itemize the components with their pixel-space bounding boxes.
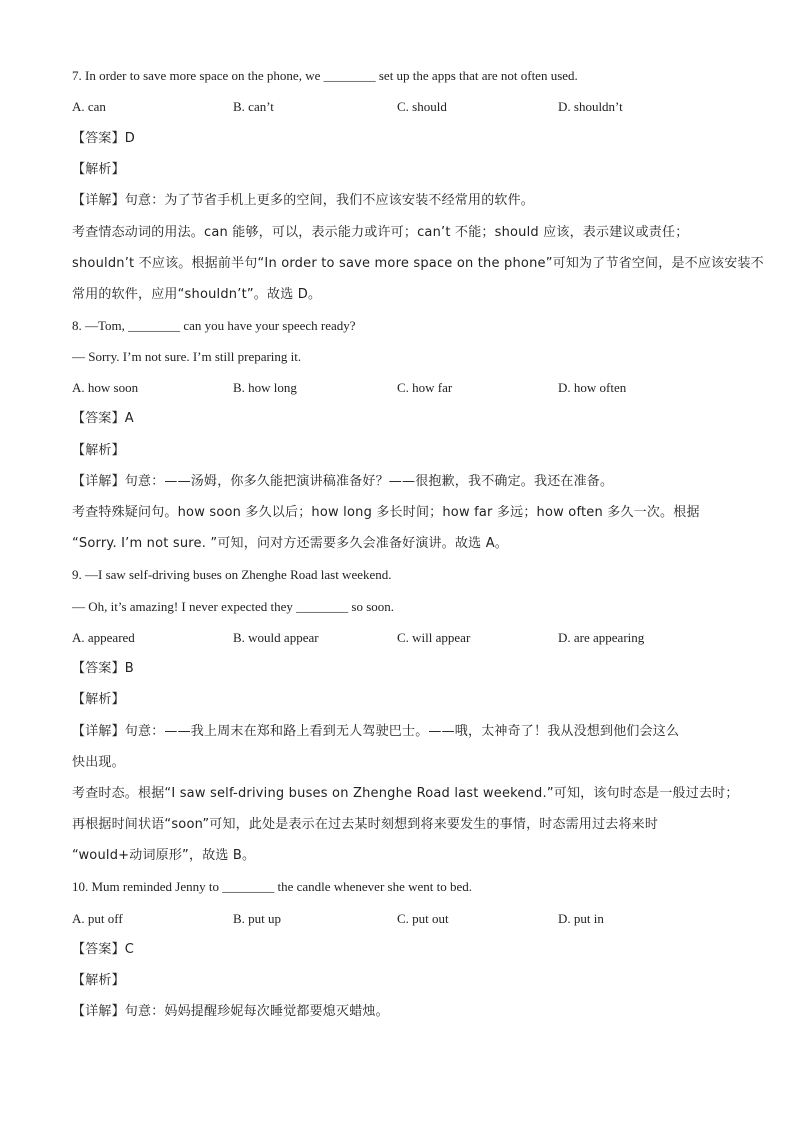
option-a: A. appeared: [72, 630, 135, 645]
answer-label: 【答案】C: [72, 942, 135, 957]
answer-label: 【答案】D: [72, 131, 136, 146]
option-c: C. should: [397, 99, 447, 114]
explanation-line: 再根据时间状语“soon”可知，此处是表示在过去某时刻想到将来要发生的事情，时态需用过去将来时: [72, 817, 659, 832]
question-8-stem: 8. —Tom, ________ can you have your speech ready?: [72, 318, 356, 333]
question-7-options: [72, 99, 732, 115]
question-9-reply: — Oh, it’s amazing! I never expected they ________ so soon.: [72, 599, 395, 614]
explanation-line: 常用的软件，应用“shouldn’t”。故选 D。: [72, 287, 322, 302]
answer-label: 【答案】A: [72, 411, 134, 426]
detail-translation: 【详解】句意：——我上周末在郑和路上看到无人驾驶巴士。——哦，太神奇了！我从没想到他们会这么: [72, 724, 680, 739]
question-10-options: [72, 911, 732, 927]
option-b: B. would appear: [233, 630, 319, 645]
option-d: D. are appearing: [558, 630, 645, 645]
option-b: B. can’t: [233, 99, 274, 114]
explanation-line: shouldn’t 不应该。根据前半句“In order to save more space on the phone”可知为了节省空间，是不应该安装不: [72, 256, 764, 271]
option-b: B. put up: [233, 911, 282, 926]
option-a: A. how soon: [72, 380, 139, 395]
question-9-options: [72, 630, 732, 646]
option-a: A. put off: [72, 911, 123, 926]
question-10-stem: 10. Mum reminded Jenny to ________ the candle whenever she went to bed.: [72, 879, 473, 894]
detail-translation: 快出现。: [72, 755, 125, 770]
detail-translation: 【详解】句意：为了节省手机上更多的空间，我们不应该安装不经常用的软件。: [72, 193, 535, 208]
question-8-reply: — Sorry. I’m not sure. I’m still preparing it.: [72, 349, 302, 364]
option-a: A. can: [72, 99, 106, 114]
analysis-heading: 【解析】: [72, 443, 125, 458]
explanation-line: “Sorry. I’m not sure. ”可知，问对方还需要多久会准备好演讲。故选 A。: [72, 536, 508, 551]
detail-translation: 【详解】句意：妈妈提醒珍妮每次睡觉都要熄灭蜡烛。: [72, 1004, 389, 1019]
answer-label: 【答案】B: [72, 661, 134, 676]
question-7-stem: 7. In order to save more space on the phone, we ________ set up the apps that are not often used.: [72, 68, 578, 83]
option-c: C. put out: [397, 911, 449, 926]
option-d: D. put in: [558, 911, 604, 926]
detail-translation: 【详解】句意：——汤姆，你多久能把演讲稿准备好？——很抱歉，我不确定。我还在准备。: [72, 474, 614, 489]
explanation-line: 考查特殊疑问句。how soon 多久以后；how long 多长时间；how far 多远；how often 多久一次。根据: [72, 505, 700, 520]
question-8-options: [72, 380, 732, 396]
analysis-heading: 【解析】: [72, 162, 125, 177]
option-c: C. how far: [397, 380, 453, 395]
option-c: C. will appear: [397, 630, 471, 645]
option-d: D. how often: [558, 380, 627, 395]
option-b: B. how long: [233, 380, 297, 395]
analysis-heading: 【解析】: [72, 973, 125, 988]
explanation-line: 考查时态。根据“I saw self-driving buses on Zhenghe Road last weekend.”可知，该句时态是一般过去时；: [72, 786, 739, 801]
option-d: D. shouldn’t: [558, 99, 623, 114]
question-9-stem: 9. —I saw self-driving buses on Zhenghe Road last weekend.: [72, 567, 392, 582]
explanation-line: “would+动词原形”，故选 B。: [72, 848, 256, 863]
analysis-heading: 【解析】: [72, 692, 125, 707]
explanation-line: 考查情态动词的用法。can 能够，可以，表示能力或许可；can’t 不能；should 应该，表示建议或责任；: [72, 225, 689, 240]
